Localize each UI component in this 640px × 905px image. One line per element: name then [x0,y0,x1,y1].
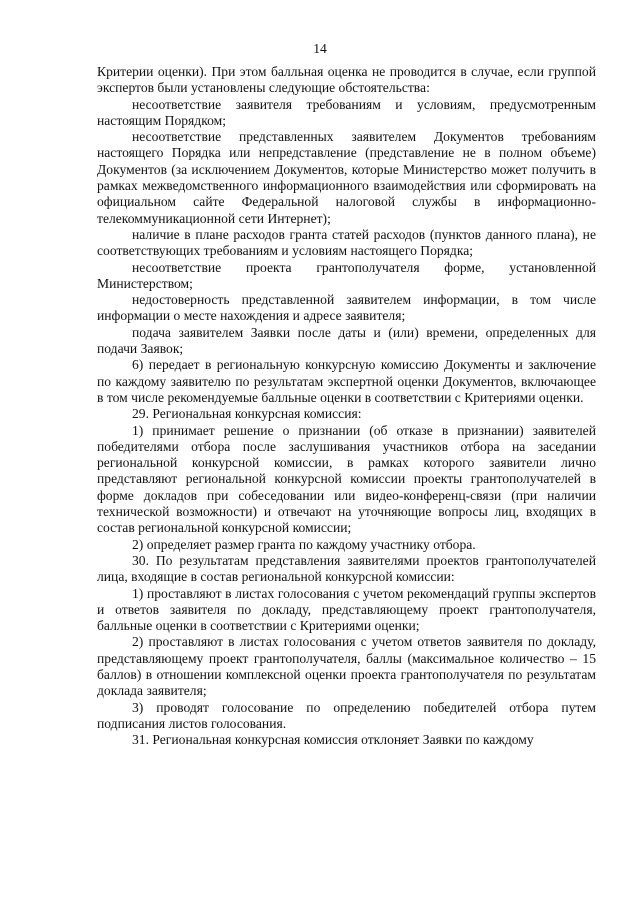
paragraph: 1) принимает решение о признании (об отказе в признании) заявителей победителями отбора после заслушивания участников отбора на заседании региональной конкурсной комиссии, в рамках которого заявители лично представляют региональной конкурсной комиссии проекты грантополучателей в форме докладов при собеседовании или видео-конференц-связи (при наличии технической возможности) и отвечают на уточняющие вопросы лиц, входящих в состав региональной конкурсной комиссии; [97,422,596,536]
paragraph: 1) проставляют в листах голосования с учетом рекомендаций группы экспертов и ответов заявителя по докладу, представляющему проект грантополучателя, балльные оценки в соответствии с Критериями оценки; [97,585,596,634]
paragraph: подача заявителем Заявки после даты и (или) времени, определенных для подачи Заявок; [97,324,596,357]
document-body [97,64,596,748]
paragraph: 6) передает в региональную конкурсную комиссию Документы и заключение по каждому заявителю по результатам экспертной оценки Документов, включающее в том числе рекомендуемые балльные оценки в соответствии с Критериями оценки. [97,357,596,405]
paragraph: наличие в плане расходов гранта статей расходов (пунктов данного плана), не соответствующих требованиям и условиям настоящего Порядка; [97,226,596,259]
paragraph: 2) проставляют в листах голосования с учетом ответов заявителя по докладу, представляющему проект грантополучателя, баллы (максимальное количество – 15 баллов) в отношении комплексной оценки проекта грантополучателя по результатам доклада заявителя; [97,634,596,699]
paragraph: 3) проводят голосование по определению победителей отбора путем подписания листов голосования. [97,699,596,731]
page-number: 14 [313,41,327,56]
paragraph: 29. Региональная конкурсная комиссия: [132,406,362,422]
paragraph: 31. Региональная конкурсная комиссия отклоняет Заявки по каждому [132,732,534,748]
paragraph: несоответствие представленных заявителем Документов требованиям настоящего Порядка или непредставление (представление не в полном объеме) Документов (за исключением Документов, которые Министерство может получить в рамках межведомственного информационного взаимодействия или сформировать на официальном сайте Федеральной налоговой службы в информационно-телекоммуникационной сети Интернет); [97,129,596,226]
paragraph: несоответствие проекта грантополучателя форме, установленной Министерством; [97,259,596,291]
paragraph: Критерии оценки). При этом балльная оценка не проводится в случае, если группой экспертов были установлены следующие обстоятельства: [97,64,596,96]
paragraph: несоответствие заявителя требованиям и условиям, предусмотренным настоящим Порядком; [97,96,596,128]
paragraph: 2) определяет размер гранта по каждому участнику отбора. [132,536,476,552]
paragraph: недостоверность представленной заявителем информации, в том числе информации о месте нахождения и адресе заявителя; [97,292,596,324]
paragraph: 30. По результатам представления заявителями проектов грантополучателей лица, входящие в состав региональной конкурсной комиссии: [97,552,596,585]
